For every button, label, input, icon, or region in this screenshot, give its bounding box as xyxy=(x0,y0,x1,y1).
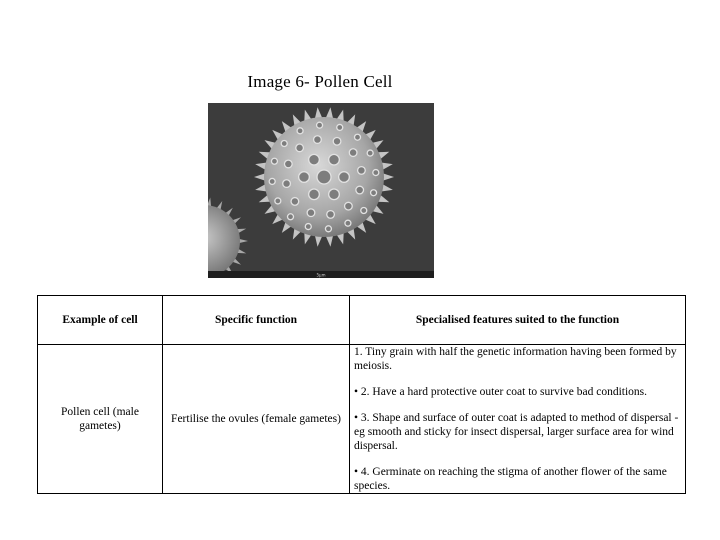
surface-pit xyxy=(283,180,291,188)
surface-pit xyxy=(291,198,299,206)
surface-pit xyxy=(281,141,287,147)
surface-pit xyxy=(305,224,311,230)
surface-pit xyxy=(275,198,281,204)
cell-features xyxy=(350,345,686,494)
surface-pit xyxy=(317,122,323,128)
surface-pit xyxy=(361,207,367,213)
pollen-image-svg xyxy=(208,103,434,278)
surface-pit xyxy=(317,170,331,184)
surface-pit xyxy=(373,170,379,176)
surface-pit xyxy=(333,137,341,145)
surface-pit xyxy=(271,158,277,164)
cell-info-table xyxy=(37,295,686,494)
surface-pit xyxy=(297,128,303,134)
header-function: Specific function xyxy=(163,296,350,345)
surface-pit xyxy=(309,189,320,200)
surface-pit xyxy=(337,124,343,130)
surface-pit xyxy=(307,209,315,217)
surface-pit xyxy=(345,220,351,226)
table-row xyxy=(38,345,686,494)
table-header-row xyxy=(38,296,686,345)
feature-item-2: • 2. Have a hard protective outer coat to survive bad conditions. xyxy=(354,386,648,398)
surface-pit xyxy=(354,134,360,140)
surface-pit xyxy=(296,144,304,152)
cell-function: Fertilise the ovules (female gametes) xyxy=(163,345,350,494)
surface-pit xyxy=(345,202,353,210)
feature-item-1: 1. Tiny grain with half the genetic information having been formed by meiosis. xyxy=(354,346,677,372)
surface-pit xyxy=(299,172,310,183)
surface-pit xyxy=(371,190,377,196)
surface-pit xyxy=(309,154,320,165)
page-title: Image 6- Pollen Cell xyxy=(247,72,393,91)
surface-pit xyxy=(358,167,366,175)
surface-pit xyxy=(329,154,340,165)
surface-pit xyxy=(367,150,373,156)
surface-pit xyxy=(356,186,364,194)
header-example: Example of cell xyxy=(38,296,163,345)
surface-pit xyxy=(269,178,275,184)
surface-pit xyxy=(327,211,335,219)
feature-item-4: • 4. Germinate on reaching the stigma of another flower of the same species. xyxy=(354,466,667,492)
header-features: Specialised features suited to the function xyxy=(350,296,686,345)
scale-label: 5µm xyxy=(316,272,326,278)
surface-pit xyxy=(284,160,292,168)
surface-pit xyxy=(339,172,350,183)
pollen-micrograph xyxy=(208,103,434,278)
surface-pit xyxy=(314,136,322,144)
surface-pit xyxy=(349,149,357,157)
surface-pit xyxy=(288,214,294,220)
feature-item-3: • 3. Shape and surface of outer coat is adapted to method of dispersal - eg smooth and sticky for insect dispersal, larger surface area for wind dispersal. xyxy=(354,412,679,452)
surface-pit xyxy=(325,226,331,232)
cell-example: Pollen cell (male gametes) xyxy=(38,345,163,494)
surface-pit xyxy=(329,189,340,200)
